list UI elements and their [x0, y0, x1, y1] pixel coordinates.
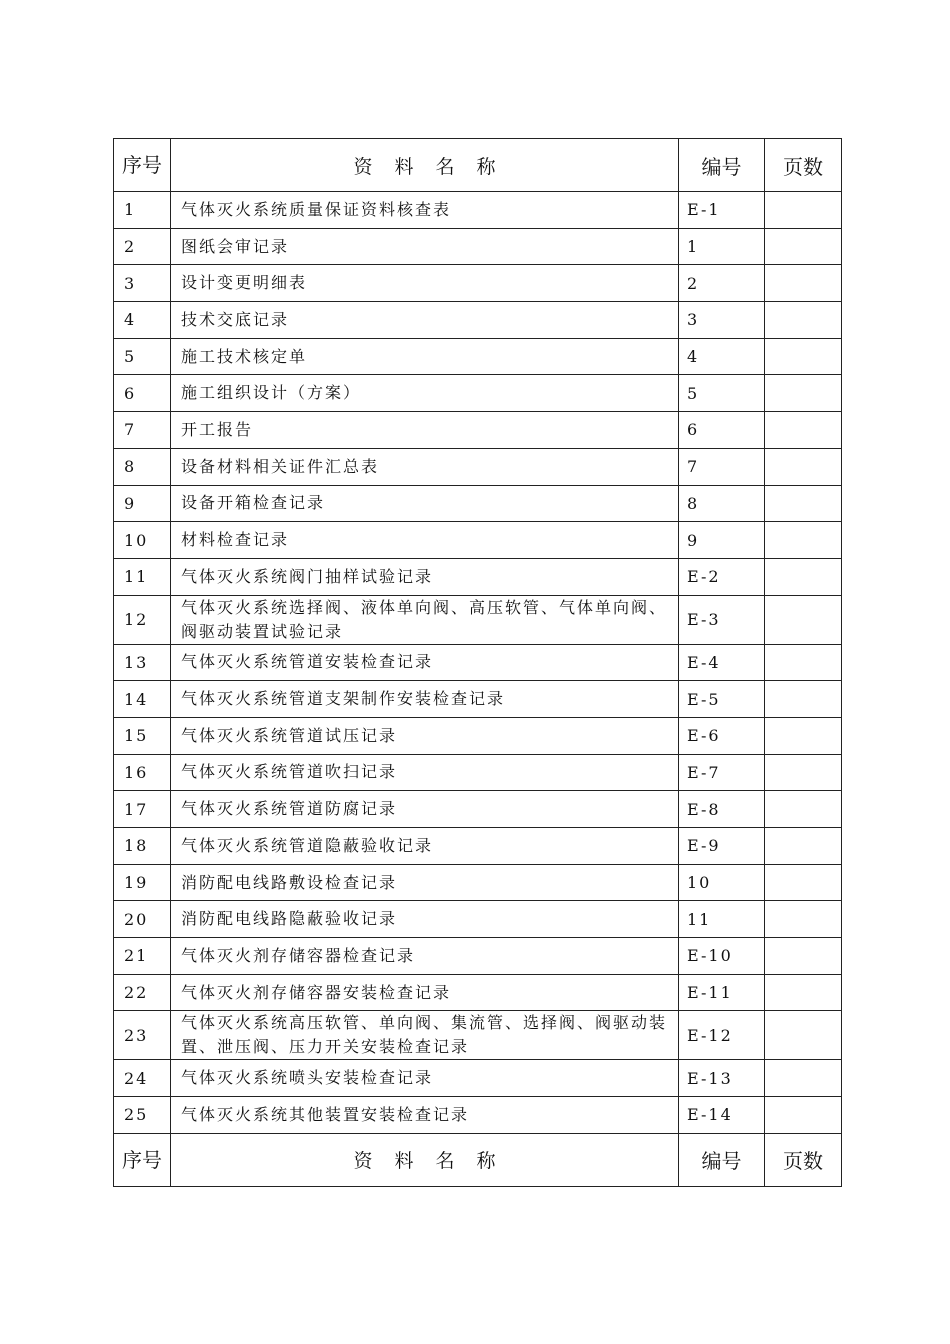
header-name: 资料名称 — [171, 139, 679, 192]
table-row — [114, 754, 842, 791]
cell-code: 4 — [679, 338, 765, 375]
cell-code: 9 — [679, 522, 765, 559]
footer-name: 资料名称 — [171, 1133, 679, 1186]
cell-name: 材料检查记录 — [171, 522, 679, 559]
cell-no: 24 — [114, 1060, 171, 1097]
cell-code: 10 — [679, 864, 765, 901]
cell-no: 25 — [114, 1097, 171, 1134]
table-row — [114, 828, 842, 865]
cell-name: 气体灭火系统喷头安装检查记录 — [171, 1060, 679, 1097]
footer-code: 编号 — [679, 1133, 765, 1186]
footer-pages: 页数 — [765, 1133, 842, 1186]
table-row — [114, 558, 842, 595]
cell-no: 10 — [114, 522, 171, 559]
cell-code: E-11 — [679, 974, 765, 1011]
cell-pages — [765, 558, 842, 595]
cell-name: 消防配电线路隐蔽验收记录 — [171, 901, 679, 938]
cell-name: 气体灭火剂存储容器安装检查记录 — [171, 974, 679, 1011]
cell-name: 设计变更明细表 — [171, 265, 679, 302]
cell-no: 21 — [114, 938, 171, 975]
cell-pages — [765, 901, 842, 938]
cell-no: 3 — [114, 265, 171, 302]
cell-pages — [765, 302, 842, 339]
cell-code: 2 — [679, 265, 765, 302]
cell-no: 8 — [114, 448, 171, 485]
cell-pages — [765, 717, 842, 754]
cell-pages — [765, 595, 842, 644]
cell-no: 13 — [114, 644, 171, 681]
cell-code: E-13 — [679, 1060, 765, 1097]
cell-pages — [765, 228, 842, 265]
cell-code: E-7 — [679, 754, 765, 791]
cell-no: 22 — [114, 974, 171, 1011]
cell-pages — [765, 791, 842, 828]
cell-code: E-6 — [679, 717, 765, 754]
cell-no: 18 — [114, 828, 171, 865]
cell-no: 11 — [114, 558, 171, 595]
cell-pages — [765, 644, 842, 681]
cell-code: E-2 — [679, 558, 765, 595]
cell-name: 气体灭火系统管道防腐记录 — [171, 791, 679, 828]
cell-no: 6 — [114, 375, 171, 412]
cell-name: 气体灭火剂存储容器检查记录 — [171, 938, 679, 975]
cell-name: 气体灭火系统阀门抽样试验记录 — [171, 558, 679, 595]
cell-pages — [765, 1011, 842, 1060]
cell-no: 7 — [114, 412, 171, 449]
cell-pages — [765, 412, 842, 449]
cell-name: 气体灭火系统管道安装检查记录 — [171, 644, 679, 681]
table-body — [114, 192, 842, 1134]
cell-code: E-3 — [679, 595, 765, 644]
cell-code: E-10 — [679, 938, 765, 975]
table-header-row — [114, 139, 842, 192]
table-row — [114, 228, 842, 265]
cell-pages — [765, 974, 842, 1011]
cell-no: 20 — [114, 901, 171, 938]
table-row — [114, 938, 842, 975]
document-index-table — [113, 138, 842, 1187]
cell-name: 气体灭火系统管道吹扫记录 — [171, 754, 679, 791]
cell-pages — [765, 1097, 842, 1134]
cell-no: 19 — [114, 864, 171, 901]
table-row — [114, 412, 842, 449]
cell-no: 4 — [114, 302, 171, 339]
cell-code: E-9 — [679, 828, 765, 865]
cell-no: 17 — [114, 791, 171, 828]
cell-pages — [765, 338, 842, 375]
cell-name: 气体灭火系统管道支架制作安装检查记录 — [171, 681, 679, 718]
cell-code: E-4 — [679, 644, 765, 681]
cell-name: 设备开箱检查记录 — [171, 485, 679, 522]
cell-code: 1 — [679, 228, 765, 265]
cell-name: 气体灭火系统管道试压记录 — [171, 717, 679, 754]
cell-pages — [765, 828, 842, 865]
table-row — [114, 717, 842, 754]
cell-no: 9 — [114, 485, 171, 522]
table-row — [114, 522, 842, 559]
table-row — [114, 1097, 842, 1134]
cell-no: 14 — [114, 681, 171, 718]
cell-no: 1 — [114, 192, 171, 229]
cell-no: 12 — [114, 595, 171, 644]
table-row — [114, 644, 842, 681]
cell-pages — [765, 375, 842, 412]
cell-no: 16 — [114, 754, 171, 791]
cell-code: E-5 — [679, 681, 765, 718]
cell-code: 3 — [679, 302, 765, 339]
cell-pages — [765, 448, 842, 485]
header-no: 序号 — [114, 139, 171, 192]
cell-pages — [765, 754, 842, 791]
table-row — [114, 1011, 842, 1060]
cell-name: 气体灭火系统质量保证资料核查表 — [171, 192, 679, 229]
footer-no: 序号 — [114, 1133, 171, 1186]
table-row — [114, 192, 842, 229]
cell-pages — [765, 265, 842, 302]
cell-code: 5 — [679, 375, 765, 412]
table-row — [114, 1060, 842, 1097]
table-row — [114, 375, 842, 412]
cell-no: 23 — [114, 1011, 171, 1060]
cell-code: 6 — [679, 412, 765, 449]
header-pages: 页数 — [765, 139, 842, 192]
table-row — [114, 791, 842, 828]
table-row — [114, 864, 842, 901]
cell-pages — [765, 864, 842, 901]
cell-code: 8 — [679, 485, 765, 522]
table-row — [114, 595, 842, 644]
cell-pages — [765, 1060, 842, 1097]
table-row — [114, 265, 842, 302]
cell-no: 5 — [114, 338, 171, 375]
cell-code: E-1 — [679, 192, 765, 229]
table-row — [114, 681, 842, 718]
cell-name: 气体灭火系统选择阀、液体单向阀、高压软管、气体单向阀、阀驱动装置试验记录 — [171, 595, 679, 644]
cell-name: 开工报告 — [171, 412, 679, 449]
cell-name: 气体灭火系统其他装置安装检查记录 — [171, 1097, 679, 1134]
cell-code: 11 — [679, 901, 765, 938]
cell-name: 气体灭火系统管道隐蔽验收记录 — [171, 828, 679, 865]
cell-code: E-8 — [679, 791, 765, 828]
cell-pages — [765, 522, 842, 559]
table-row — [114, 448, 842, 485]
cell-pages — [765, 938, 842, 975]
cell-pages — [765, 681, 842, 718]
cell-no: 2 — [114, 228, 171, 265]
table-row — [114, 302, 842, 339]
cell-code: 7 — [679, 448, 765, 485]
table-row — [114, 901, 842, 938]
cell-no: 15 — [114, 717, 171, 754]
table-row — [114, 974, 842, 1011]
cell-name: 施工组织设计（方案） — [171, 375, 679, 412]
table-row — [114, 338, 842, 375]
cell-name: 图纸会审记录 — [171, 228, 679, 265]
table-footer-row — [114, 1133, 842, 1186]
cell-name: 施工技术核定单 — [171, 338, 679, 375]
table-row — [114, 485, 842, 522]
cell-pages — [765, 485, 842, 522]
cell-name: 设备材料相关证件汇总表 — [171, 448, 679, 485]
cell-code: E-14 — [679, 1097, 765, 1134]
cell-code: E-12 — [679, 1011, 765, 1060]
cell-pages — [765, 192, 842, 229]
cell-name: 消防配电线路敷设检查记录 — [171, 864, 679, 901]
cell-name: 气体灭火系统高压软管、单向阀、集流管、选择阀、阀驱动装置、泄压阀、压力开关安装检查记录 — [171, 1011, 679, 1060]
cell-name: 技术交底记录 — [171, 302, 679, 339]
header-code: 编号 — [679, 139, 765, 192]
